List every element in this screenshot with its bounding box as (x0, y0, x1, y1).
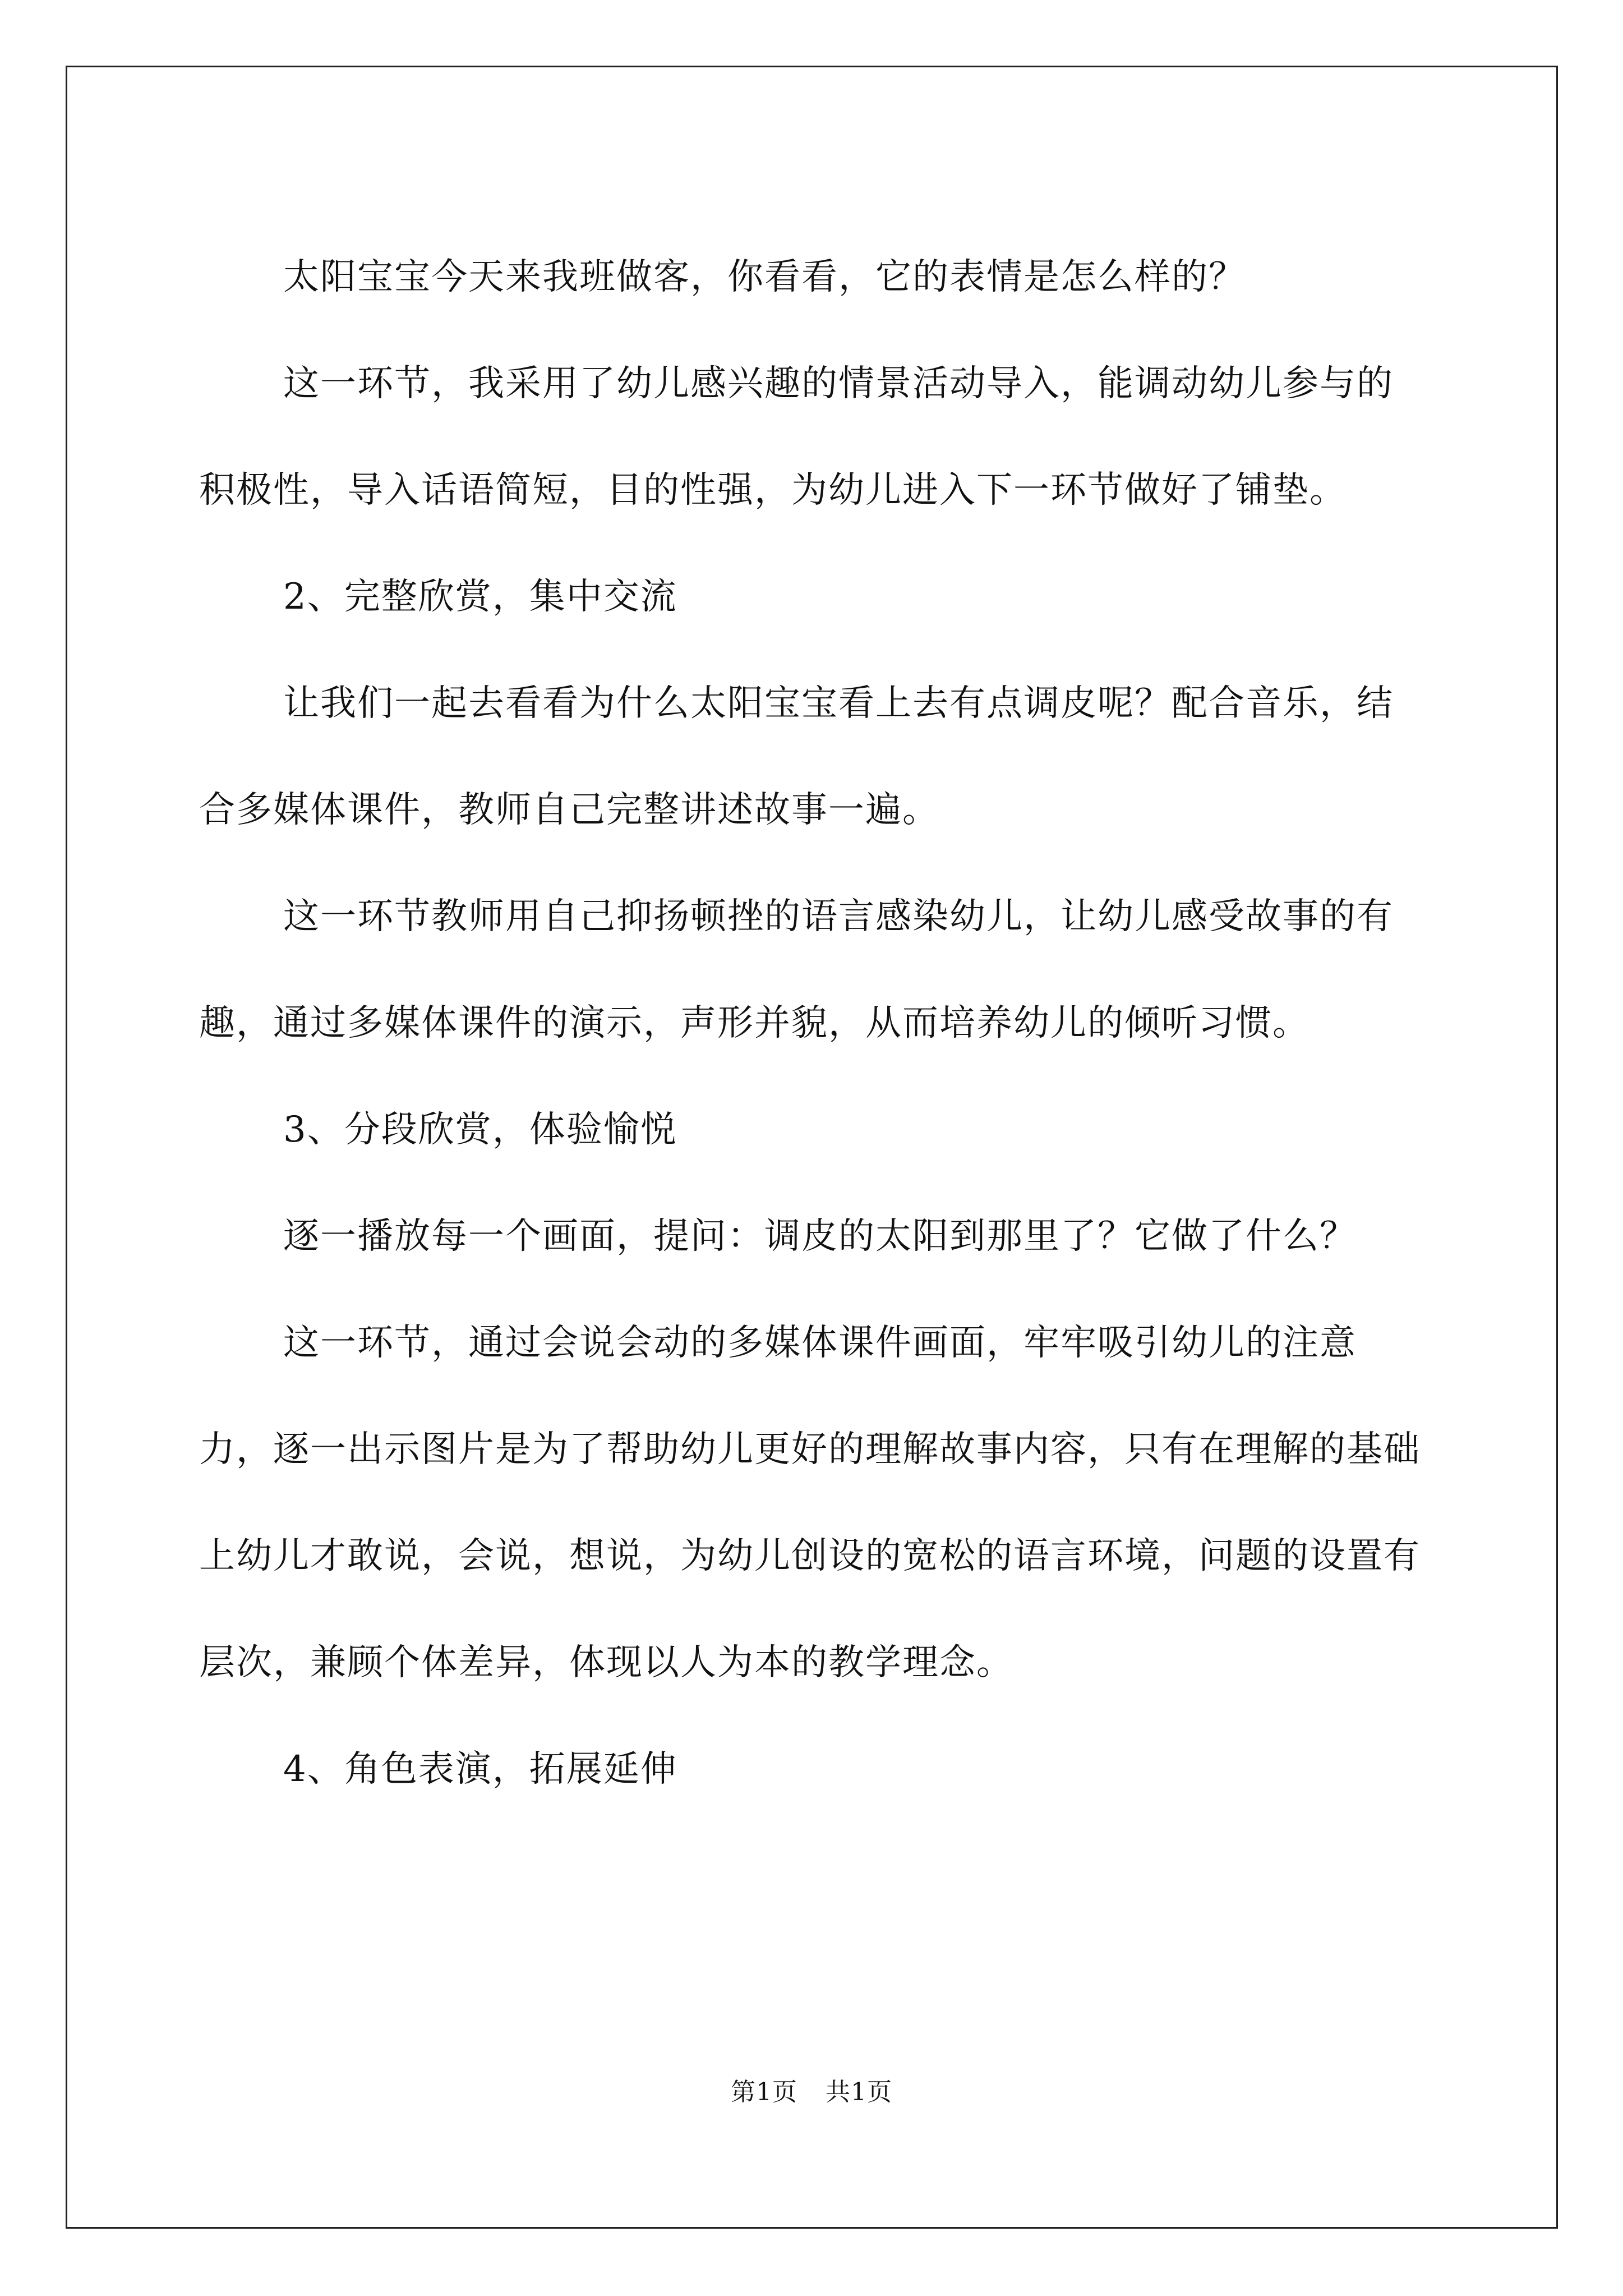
document-body (199, 224, 1422, 1823)
section-heading: 4、角色表演，拓展延伸 (283, 1749, 677, 1790)
page-footer (0, 2076, 1623, 2109)
paragraph: 太阳宝宝今天来我班做客，你看看，它的表情是怎么样的？ (283, 256, 1246, 298)
section-heading: 3、分段欣赏，体验愉悦 (283, 1109, 677, 1151)
paragraph: 这一环节教师用自己抑扬顿挫的语言感染幼儿，让幼儿感受故事的有趣，通过多媒体课件的演示，声形并貌，从而培养幼儿的倾听习惯。 (199, 896, 1394, 1044)
section-heading: 2、完整欣赏，集中交流 (283, 576, 677, 618)
paragraph: 让我们一起去看看为什么太阳宝宝看上去有点调皮呢？配合音乐，结合多媒体课件，教师自己完整讲述故事一遍。 (199, 683, 1394, 831)
paragraph: 这一环节，通过会说会动的多媒体课件画面，牢牢吸引幼儿的注意力，逐一出示图片是为了帮助幼儿更好的理解故事内容，只有在理解的基础上幼儿才敢说，会说，想说，为幼儿创设的宽松的语言环境，问题的设置有层次，兼顾个体差异，体现以人为本的教学理念。 (199, 1322, 1421, 1683)
paragraph: 逐一播放每一个画面，提问：调皮的太阳到那里了？它做了什么？ (283, 1216, 1357, 1257)
page-number: 第1页 (731, 2078, 797, 2106)
page-total: 共1页 (826, 2078, 892, 2106)
paragraph: 这一环节，我采用了幼儿感兴趣的情景活动导入，能调动幼儿参与的积极性，导入话语简短，目的性强，为幼儿进入下一环节做好了铺垫。 (199, 363, 1394, 511)
